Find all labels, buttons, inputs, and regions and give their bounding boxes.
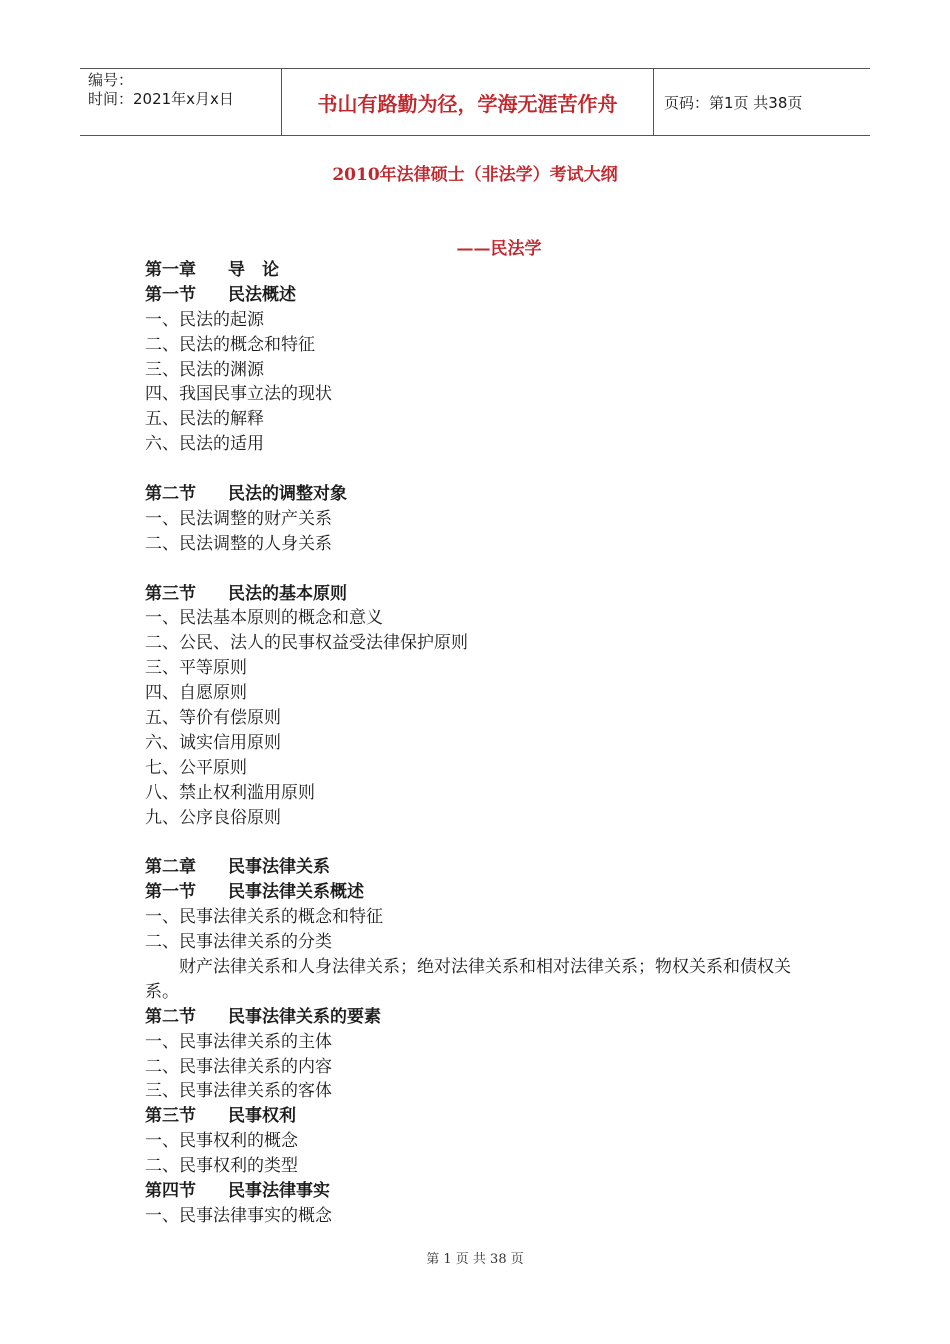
outline-item: 三、民法的渊源	[145, 359, 264, 380]
outline-item: 七、公平原则	[145, 757, 247, 778]
outline-item: 六、诚实信用原则	[145, 732, 281, 753]
heading-title: 民法概述	[228, 284, 296, 305]
heading-title: 民事法律关系的要素	[228, 1006, 381, 1027]
section-heading	[145, 855, 815, 880]
header-time-label: 时间：2021年x月x日	[88, 90, 234, 108]
page-header	[80, 68, 870, 136]
heading-title: 民法的调整对象	[228, 484, 347, 505]
outline-item: 六、民法的适用	[145, 434, 264, 455]
heading-title: 民法的基本原则	[228, 583, 347, 604]
page-footer: 第 1 页 共 38 页	[426, 1252, 524, 1267]
outline-item: 四、自愿原则	[145, 683, 247, 704]
heading-title: 民事法律关系	[228, 857, 330, 878]
outline-item: 五、民法的解释	[145, 409, 264, 430]
syllabus-outline	[145, 258, 815, 1229]
section-heading	[145, 283, 815, 308]
section-heading	[145, 1104, 815, 1129]
outline-item: 二、公民、法人的民事权益受法律保护原则	[145, 633, 468, 654]
outline-item: 一、民事法律关系的概念和特征	[145, 907, 383, 928]
heading-number: 第三节	[145, 1106, 196, 1127]
heading-number: 第一节	[145, 882, 196, 903]
heading-title: 民事法律事实	[228, 1180, 330, 1201]
section-heading	[145, 258, 815, 283]
outline-item: 一、民事法律事实的概念	[145, 1205, 332, 1226]
heading-number: 第二节	[145, 484, 196, 505]
outline-item: 一、民法的起源	[145, 309, 264, 330]
outline-item: 二、民法的概念和特征	[145, 334, 315, 355]
header-motto: 书山有路勤为径，学海无涯苦作舟	[282, 69, 654, 135]
outline-item: 九、公序良俗原则	[145, 807, 281, 828]
outline-paragraph: 财产法律关系和人身法律关系；绝对法律关系和相对法律关系；物权关系和债权关系。	[145, 956, 791, 1002]
outline-item: 二、民法调整的人身关系	[145, 533, 332, 554]
outline-item: 五、等价有偿原则	[145, 708, 281, 729]
document-title: 2010年法律硕士（非法学）考试大纲	[332, 165, 618, 185]
heading-title: 导 论	[228, 260, 279, 280]
outline-item: 八、禁止权利滥用原则	[145, 782, 315, 803]
outline-item: 二、民事法律关系的内容	[145, 1056, 332, 1077]
heading-title: 民事权利	[228, 1106, 296, 1127]
section-heading	[145, 1179, 815, 1204]
outline-item: 二、民事法律关系的分类	[145, 932, 332, 953]
outline-item: 四、我国民事立法的现状	[145, 384, 332, 405]
heading-title: 民事法律关系概述	[228, 882, 364, 903]
heading-number: 第三节	[145, 583, 196, 604]
blank-line	[145, 557, 815, 582]
outline-item: 一、民事法律关系的主体	[145, 1031, 332, 1052]
heading-number: 第二章	[145, 857, 196, 878]
outline-item: 一、民事权利的概念	[145, 1131, 298, 1152]
section-heading	[145, 582, 815, 607]
heading-number: 第四节	[145, 1180, 196, 1201]
header-meta	[80, 69, 282, 135]
blank-line	[145, 830, 815, 855]
section-heading	[145, 482, 815, 507]
outline-item: 二、民事权利的类型	[145, 1156, 298, 1177]
outline-item: 三、平等原则	[145, 658, 247, 679]
outline-item: 一、民法调整的财产关系	[145, 508, 332, 529]
blank-line	[145, 457, 815, 482]
heading-number: 第一节	[145, 284, 196, 305]
outline-item: 三、民事法律关系的客体	[145, 1081, 332, 1102]
section-heading	[145, 1005, 815, 1030]
section-heading	[145, 880, 815, 905]
heading-number: 第一章	[145, 260, 196, 280]
header-page-info: 页码：第1页 共38页	[664, 93, 803, 112]
document-subtitle: ——民法学	[456, 239, 542, 259]
header-number-label: 编号：	[88, 71, 134, 89]
heading-number: 第二节	[145, 1006, 196, 1027]
outline-item: 一、民法基本原则的概念和意义	[145, 608, 383, 629]
